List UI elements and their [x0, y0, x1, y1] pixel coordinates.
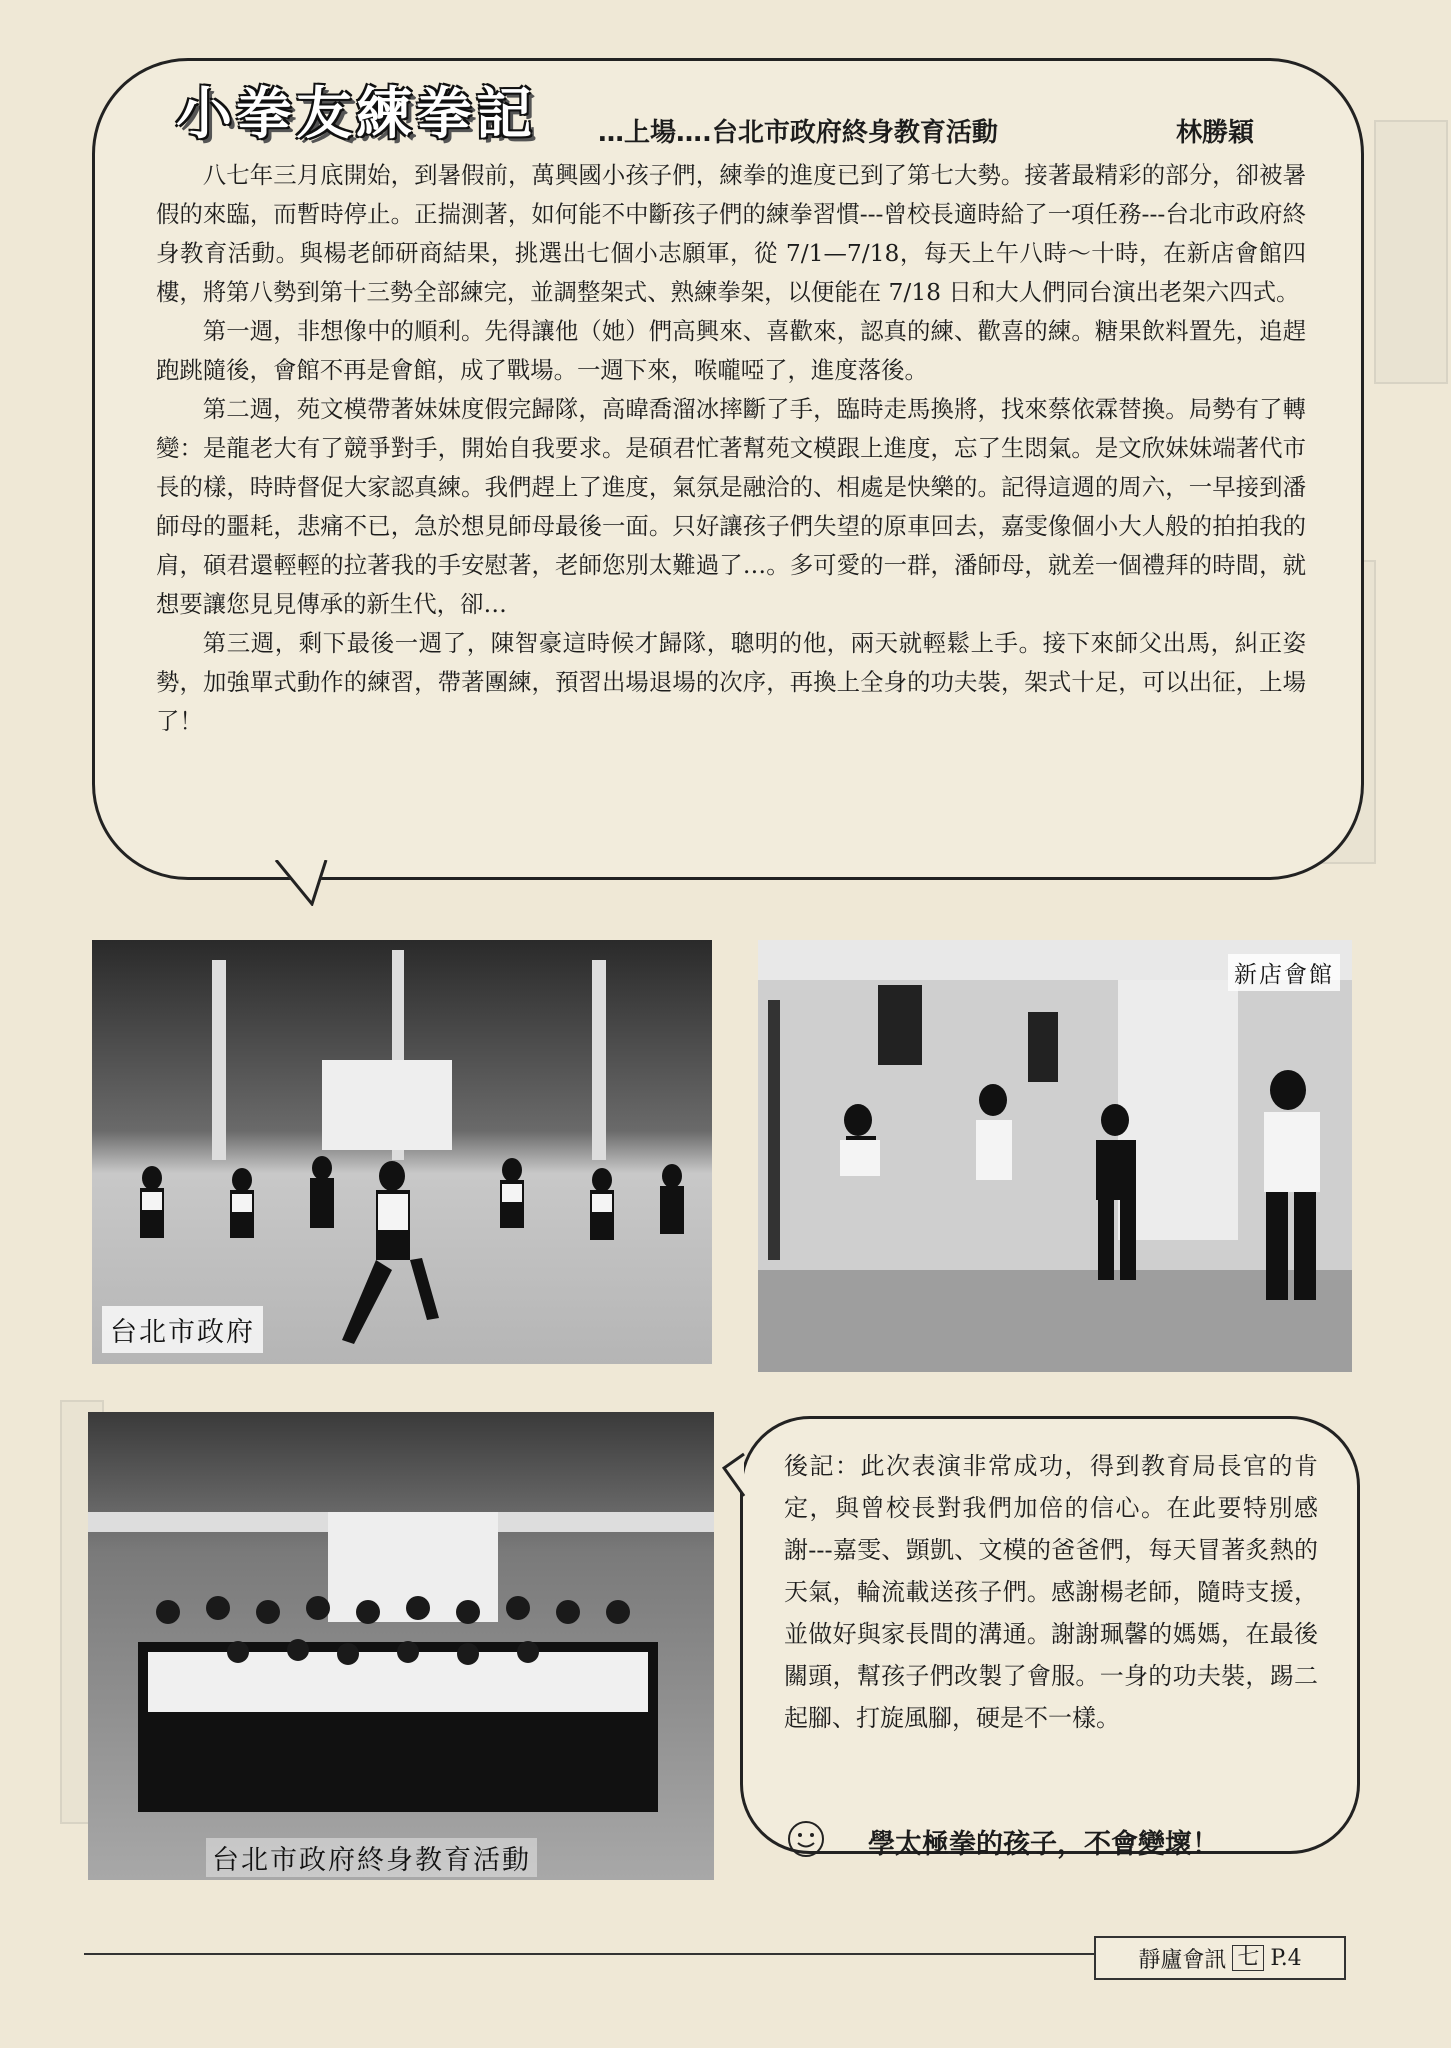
issue-number: 七 — [1232, 1945, 1264, 1971]
photo-caption: 新店會館 — [1228, 954, 1340, 991]
article-subtitle: …上場….台北市政府終身教育活動 — [598, 118, 998, 148]
photo-xindian-hall-practice — [758, 940, 1352, 1372]
postscript-text: 後記：此次表演非常成功，得到教育局長官的肯定，與曾校長對我們加倍的信心。在此要特別感謝---嘉雯、顗凱、文模的爸爸們，每天冒著炙熱的天氣，輪流載送孩子們。感謝楊老師，隨時支援，並做好與家長間的溝通。謝謝珮馨的媽媽，在最後關頭，幫孩子們改製了會服。一身的功夫裝，踢二起腳、打旋風腳，硬是不一樣。 — [784, 1452, 1318, 1732]
article-title: 小拳友練拳記 — [176, 81, 536, 147]
article-paragraph: 第一週，非想像中的順利。先得讓他（她）們高興來、喜歡來，認真的練、歡喜的練。糖果飲料置先，追趕跑跳隨後，會館不再是會館，成了戰場。一週下來，喉嚨啞了，進度落後。 — [156, 317, 1306, 384]
article-body — [156, 156, 1306, 741]
photo-city-hall-performance — [92, 940, 712, 1364]
publication-name: 靜廬會訊 — [1138, 1947, 1227, 1973]
speech-bubble-tail — [722, 1452, 748, 1498]
bleed-through-box — [1374, 120, 1448, 384]
speech-bubble-tail — [272, 860, 330, 906]
page-number: P.4 — [1270, 1945, 1302, 1971]
photo-caption: 台北市政府終身教育活動 — [206, 1838, 537, 1877]
postscript-slogan: 學太極拳的孩子，不會變壞！ — [868, 1829, 1219, 1860]
footer-page-label — [1094, 1936, 1346, 1980]
article-paragraph: 八七年三月底開始，到暑假前，萬興國小孩子們，練拳的進度已到了第七大勢。接著最精彩的部分，卻被暑假的來臨，而暫時停止。正揣測著，如何能不中斷孩子們的練拳習慣---曾校長適時給了一項任務---台北市政府終身教育活動。與楊老師研商結果，挑選出七個小志願軍，從 7/1—7/18，每天上午八時～十時，在新店會館四樓，將第八勢到第十三勢全部練完，並調整架式、熟練拳架，以便能在 7/18 日和大人們同台演出老架六四式。 — [156, 161, 1306, 306]
photo-group-activity — [88, 1412, 714, 1880]
article-paragraph: 第二週，苑文模帶著妹妹度假完歸隊，高暐喬溜冰摔斷了手，臨時走馬換將，找來蔡依霖替換。局勢有了轉變：是龍老大有了競爭對手，開始自我要求。是碩君忙著幫苑文模跟上進度，忘了生悶氣。是文欣妹妹端著代市長的樣，時時督促大家認真練。我們趕上了進度，氣氛是融洽的、相處是快樂的。記得這週的周六，一早接到潘師母的噩耗，悲痛不已，急於想見師母最後一面。只好讓孩子們失望的原車回去，嘉雯像個小大人般的拍拍我的肩，碩君還輕輕的拉著我的手安慰著，老師您別太難過了…。多可愛的一群，潘師母，就差一個禮拜的時間，就想要讓您見見傳承的新生代，卻… — [156, 395, 1306, 618]
photo-caption: 台北市政府 — [102, 1306, 263, 1353]
article-author: 林勝穎 — [1176, 118, 1255, 148]
smiley-icon — [786, 1819, 826, 1859]
article-paragraph: 第三週，剩下最後一週了，陳智豪這時候才歸隊，聰明的他，兩天就輕鬆上手。接下來師父出馬，糾正姿勢，加強單式動作的練習，帶著團練，預習出場退場的次序，再換上全身的功夫裝，架式十足，可以出征，上場了！ — [156, 629, 1306, 735]
